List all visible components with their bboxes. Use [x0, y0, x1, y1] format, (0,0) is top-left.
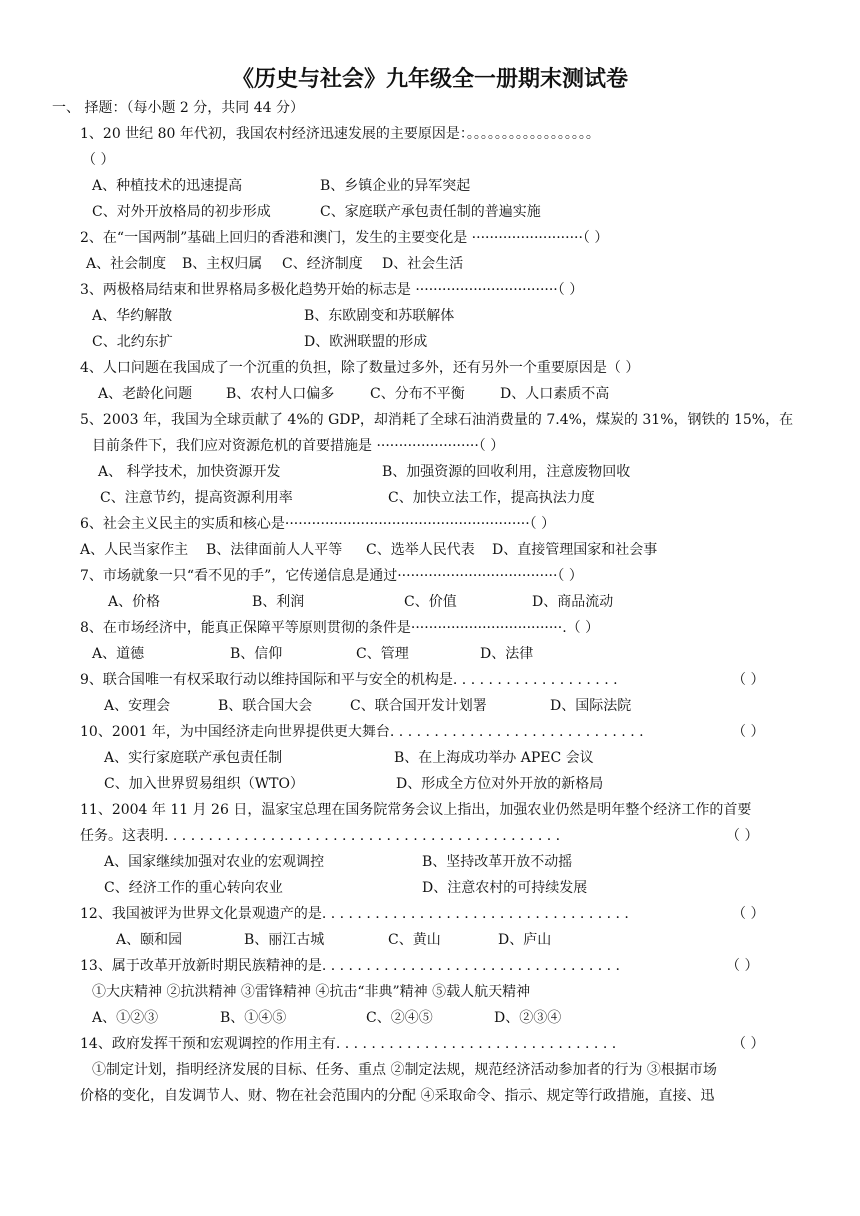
question-13-items: ①大庆精神 ②抗洪精神 ③雷锋精神 ④抗击“非典”精神 ⑤载人航天精神 [92, 984, 531, 1000]
question-1-answer-blank: （ ） [82, 152, 115, 168]
question-5-option: C、注意节约，提高资源利用率 [100, 490, 293, 506]
question-9-option: C、联合国开发计划署 [350, 698, 487, 714]
question-1-option: B、乡镇企业的异军突起 [320, 178, 471, 194]
question-5-options [100, 488, 800, 508]
question-11-answer-blank: （ ） [726, 828, 759, 844]
question-13-option: A、①②③ [92, 1010, 159, 1026]
question-14-answer-blank: （ ） [732, 1036, 765, 1052]
question-9-option: B、联合国大会 [218, 698, 313, 714]
question-11-option: C、经济工作的重心转向农业 [104, 880, 283, 896]
question-13-stem: 13、属于改革开放新时期民族精神的是. . . . . . . . . . . . . . . . . . . . . . . . . . . . . . . . . . [80, 958, 620, 974]
question-10-answer-blank: （ ） [732, 724, 765, 740]
question-11-options [104, 878, 804, 898]
question-6-option: A、人民当家作主 [80, 542, 189, 558]
question-10-option: B、在上海成功举办 APEC 会议 [394, 750, 594, 766]
question-2-stem: 2、在“一国两制”基础上回归的香港和澳门，发生的主要变化是 ·························（ ） [80, 230, 609, 246]
question-2-option: A、社会制度 [86, 256, 167, 272]
question-7-option: C、价值 [404, 594, 457, 610]
question-3-option: B、东欧剧变和苏联解体 [304, 308, 455, 324]
question-3-option: A、华约解散 [92, 308, 173, 324]
question-1-stem: 1、20 世纪 80 年代初，我国农村经济迅速发展的主要原因是：。。。。。。。。。。。。。。。。。。 [80, 126, 600, 142]
question-6-option: B、法律面前人人平等 [206, 542, 343, 558]
question-3-options [92, 332, 792, 352]
question-4-option: A、老龄化问题 [98, 386, 193, 402]
question-14-statements: ①制定计划，指明经济发展的目标、任务、重点 ②制定法规，规范经济活动参加者的行为 ③根据市场 [92, 1062, 717, 1078]
question-10-stem: 10、2001 年，为中国经济走向世界提供更大舞台. . . . . . . . . . . . . . . . . . . . . . . . . . . . . [80, 724, 644, 740]
question-1-option: C、对外开放格局的初步形成 [92, 204, 271, 220]
question-14-statements-continued: 价格的变化，自发调节人、财、物在社会范围内的分配 ④采取命令、指示、规定等行政措施，直接、迅 [80, 1088, 715, 1104]
question-11-stem: 11、2004 年 11 月 26 日，温家宝总理在国务院常务会议上指出，加强农业仍然是明年整个经济工作的首要 [80, 802, 752, 818]
question-6-option: C、选举人民代表 [366, 542, 475, 558]
question-11-option: A、国家继续加强对农业的宏观调控 [104, 854, 325, 870]
question-1-options [92, 176, 792, 196]
section-heading: 一、 择题：（每小题 2 分，共同 44 分） [52, 100, 304, 116]
question-11-stem-continued: 任务。这表明. . . . . . . . . . . . . . . . . . . . . . . . . . . . . . . . . . . . . . . . . . . . . [80, 828, 561, 844]
question-5-option: B、加强资源的回收利用，注意废物回收 [382, 464, 631, 480]
question-4-option: D、人口素质不高 [500, 386, 610, 402]
question-8-option: A、道德 [92, 646, 145, 662]
question-9-stem: 9、联合国唯一有权采取行动以维持国际和平与安全的机构是. . . . . . . . . . . . . . . . . . . [80, 672, 618, 688]
question-5-option: C、加快立法工作，提高执法力度 [388, 490, 595, 506]
question-2-option: B、主权归属 [182, 256, 263, 272]
question-6-option: D、直接管理国家和社会事 [492, 542, 658, 558]
question-12-option: D、庐山 [498, 932, 552, 948]
question-7-options [108, 592, 808, 612]
question-6-stem: 6、社会主义民主的实质和核心是·······················································（ ） [80, 516, 556, 532]
question-7-stem: 7、市场就象一只“看不见的手”，它传递信息是通过····································（ ） [80, 568, 583, 584]
question-10-option: D、形成全方位对外开放的新格局 [396, 776, 604, 792]
question-4-options [98, 384, 798, 404]
question-10-option: C、加入世界贸易组织（WTO） [104, 776, 304, 792]
question-3-stem: 3、两极格局结束和世界格局多极化趋势开始的标志是 ································（ ） [80, 282, 584, 298]
question-4-stem: 4、人口问题在我国成了一个沉重的负担，除了数量过多外，还有另外一个重要原因是（ ） [80, 360, 640, 376]
question-5-stem-continued: 目前条件下，我们应对资源危机的首要措施是 ·······················（ ） [92, 438, 505, 454]
question-13-options [92, 1008, 792, 1028]
question-12-stem: 12、我国被评为世界文化景观遗产的是. . . . . . . . . . . . . . . . . . . . . . . . . . . . . . . . . . . [80, 906, 629, 922]
question-11-option: B、坚持改革开放不动摇 [422, 854, 573, 870]
question-9-options [104, 696, 804, 716]
question-1-option: C、家庭联产承包责任制的普遍实施 [320, 204, 541, 220]
question-10-option: A、实行家庭联产承包责任制 [104, 750, 283, 766]
question-9-option: D、国际法院 [550, 698, 632, 714]
question-9-answer-blank: （ ） [732, 672, 765, 688]
question-6-options [80, 540, 800, 560]
question-3-option: C、北约东扩 [92, 334, 173, 350]
question-12-answer-blank: （ ） [732, 906, 765, 922]
question-8-option: C、管理 [356, 646, 409, 662]
question-7-option: B、利润 [252, 594, 305, 610]
question-2-option: C、经济制度 [282, 256, 363, 272]
question-12-option: B、丽江古城 [244, 932, 325, 948]
question-13-answer-blank: （ ） [726, 958, 759, 974]
question-4-option: B、农村人口偏多 [226, 386, 335, 402]
question-12-option: A、颐和园 [116, 932, 183, 948]
question-3-options [92, 306, 792, 326]
question-4-option: C、分布不平衡 [370, 386, 465, 402]
question-2-options [86, 254, 786, 274]
question-9-option: A、安理会 [104, 698, 171, 714]
question-13-option: D、②③④ [494, 1010, 562, 1026]
question-7-option: A、价格 [108, 594, 161, 610]
question-5-stem: 5、2003 年，我国为全球贡献了 4%的 GDP，却消耗了全球石油消费量的 7.4%，煤炭的 31%，钢铁的 15%，在 [80, 412, 794, 428]
question-8-option: B、信仰 [230, 646, 283, 662]
question-2-option: D、社会生活 [382, 256, 464, 272]
question-11-options [104, 852, 804, 872]
question-8-option: D、法律 [480, 646, 534, 662]
question-13-option: B、①④⑤ [220, 1010, 287, 1026]
question-14-stem: 14、政府发挥干预和宏观调控的作用主有. . . . . . . . . . . . . . . . . . . . . . . . . . . . . . . . [80, 1036, 617, 1052]
question-11-option: D、注意农村的可持续发展 [422, 880, 588, 896]
question-13-option: C、②④⑤ [366, 1010, 433, 1026]
question-7-option: D、商品流动 [532, 594, 614, 610]
question-10-options [104, 748, 804, 768]
question-1-option: A、种植技术的迅速提高 [92, 178, 243, 194]
question-5-options [98, 462, 798, 482]
question-3-option: D、欧洲联盟的形成 [304, 334, 428, 350]
question-8-options [92, 644, 792, 664]
question-10-options [104, 774, 804, 794]
question-12-options [116, 930, 816, 950]
question-12-option: C、黄山 [388, 932, 441, 948]
question-8-stem: 8、在市场经济中，能真正保障平等原则贯彻的条件是··································.（ ） [80, 620, 600, 636]
question-5-option: A、 科学技术，加快资源开发 [98, 464, 281, 480]
page-title: 《历史与社会》九年级全一册期末测试卷 [231, 66, 628, 92]
question-1-options [92, 202, 792, 222]
